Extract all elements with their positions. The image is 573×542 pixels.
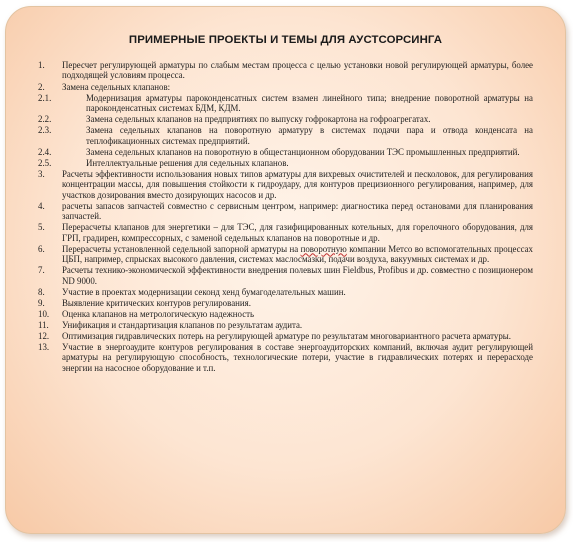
item-text: Выявление критических контуров регулирования. <box>62 297 251 308</box>
item-number: 7. <box>38 265 45 276</box>
list-item <box>38 200 533 222</box>
list-item <box>38 319 533 330</box>
item-number: 2.2. <box>38 114 52 125</box>
item-text: Оценка клапанов на метрологическую надежность <box>62 308 255 319</box>
item-number: 2.3. <box>38 125 52 136</box>
list-item <box>38 168 533 200</box>
item-number: 2. <box>38 81 45 92</box>
item-text: Замена седельных клапанов на предприятиях по выпуску гофрокартона на гофроагрегатах. <box>86 114 431 125</box>
item-text: Участие в проектах модернизации секонд хенд бумагоделательных машин. <box>62 286 346 297</box>
item-number: 4. <box>38 200 45 211</box>
list-item <box>38 286 533 297</box>
item-text-pre: Перерасчеты установленной седельной запорной арматуры на <box>62 243 301 254</box>
list-item <box>38 60 533 81</box>
list-item <box>38 341 533 373</box>
item-number: 10. <box>38 308 50 319</box>
item-text: Участие в энергоаудите контуров регулирования в составе энергоаудиторских компаний, включая аудит регулирующей арматуры на регулирующую способность, технологические потери, участие в гидравлических потерях и перерасходе энергии на насосное оборудование и т.п. <box>62 341 533 373</box>
item-number: 11. <box>38 319 49 330</box>
item-text: Замена седельных клапанов на поворотную арматуру в системах подачи пара и отвода конденсата на теплофикационных системах предприятий. <box>86 125 533 146</box>
projects-list <box>38 60 533 374</box>
item-text: Перерасчеты клапанов для энергетики – для ТЭС, для газифицированных котельных, для горелочного оборудования, для ГРП, градирен, компрессорных, с заменой седельных клапанов на поворотные и др. <box>62 222 533 243</box>
item-text: Расчеты технико-экономической эффективности внедрения полевых шин Fieldbus, Profibus и др. совместно с позиционером ND 9000. <box>62 265 533 286</box>
item-text: Интеллектуальные решения для седельных клапанов. <box>86 157 289 168</box>
item-number: 2.1. <box>38 92 52 103</box>
list-item <box>38 330 533 341</box>
item-text: Расчеты эффективности использования новых типов арматуры для вихревых очистителей и песколовок, для регулирования концентрации массы, для повышения стойкости к гидроудару, для контуров прецизионного регулирования, например, для участков дозирования вместо дозирующих насосов и др. <box>62 168 533 200</box>
item-text-spellcheck: поворотную <box>300 243 347 254</box>
item-text: Оптимизация гидравлических потерь на регулирующей арматуре по результатам многовариантного расчета арматуры. <box>62 330 511 341</box>
list-subitem <box>38 157 533 168</box>
projects-card <box>5 6 566 534</box>
item-number: 8. <box>38 286 45 297</box>
page-title: ПРИМЕРНЫЕ ПРОЕКТЫ И ТЕМЫ ДЛЯ АУСТСОРСИНГА <box>128 34 443 46</box>
item-text: расчеты запасов запчастей совместно с сервисным центром, например: диагностика перед остановами для планирования запчастей. <box>62 200 533 222</box>
item-number: 6. <box>38 243 45 254</box>
item-text-post: компании Метсо во вспомогательных процессах ЦБП, например, спрысках высокого давления, системах маслосмазки, подачи воздуха, вакуумных системах и др. <box>62 243 533 265</box>
list-item <box>38 308 533 319</box>
list-subitem <box>38 92 533 114</box>
item-number: 12. <box>38 330 50 341</box>
item-number: 2.4. <box>38 146 52 157</box>
item-text: Замена седельных клапанов: <box>62 81 171 92</box>
item-text: Пересчет регулирующей арматуры по слабым местам процесса с целью установки новой регулирующей арматуры, более подходящей условиям процесса. <box>62 60 533 81</box>
list-item <box>38 222 533 243</box>
list-item <box>38 243 533 265</box>
list-subitem <box>38 114 533 125</box>
list-subitem <box>38 125 533 146</box>
item-number: 13. <box>38 341 50 352</box>
item-number: 9. <box>38 297 45 308</box>
item-number: 2.5. <box>38 157 52 168</box>
item-number: 5. <box>38 222 45 233</box>
item-number: 3. <box>38 168 45 179</box>
item-number: 1. <box>38 60 45 70</box>
item-text: Унификация и стандартизация клапанов по результатам аудита. <box>62 319 303 330</box>
list-item <box>38 81 533 92</box>
list-subitem <box>38 146 533 157</box>
list-item <box>38 265 533 286</box>
item-text: Модернизация арматуры пароконденсатных систем взамен линейного типа; внедрение поворотной арматуры на пароконденсатных системах БДМ, КДМ. <box>86 92 533 113</box>
item-text: Замена седельных клапанов на поворотную в общестанционном оборудовании ТЭС промышленных предприятий. <box>86 146 520 157</box>
list-item <box>38 297 533 308</box>
